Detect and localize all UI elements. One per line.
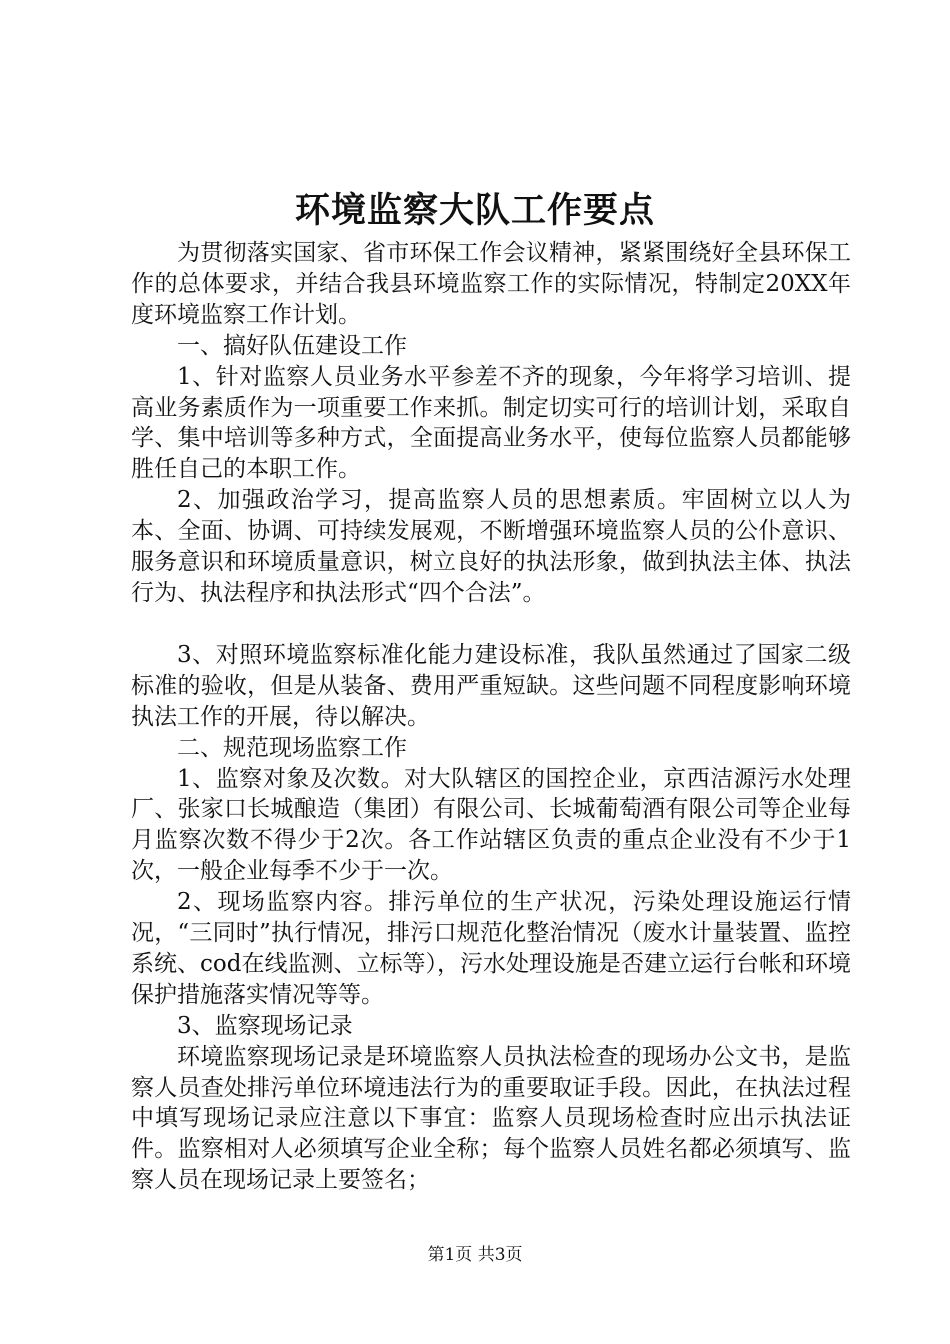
paragraph-intro: 为贯彻落实国家、省市环保工作会议精神，紧紧围绕好全县环保工作的总体要求，并结合我县环境监察工作的实际情况，特制定20XX年度环境监察工作计划。	[131, 240, 851, 328]
section-heading-1: 一、搞好队伍建设工作	[177, 332, 407, 359]
subsection-heading-2-3: 3、监察现场记录	[177, 1012, 353, 1039]
paragraph-2-3: 环境监察现场记录是环境监察人员执法检查的现场办公文书，是监察人员查处排污单位环境违法行为的重要取证手段。因此，在执法过程中填写现场记录应注意以下事宜：监察人员现场检查时应出示执法证件。监察相对人必须填写企业全称；每个监察人员姓名都必须填写、监察人员在现场记录上要签名；	[131, 1043, 851, 1194]
paragraph-1-2: 2、加强政治学习，提高监察人员的思想素质。牢固树立以人为本、全面、协调、可持续发展观，不断增强环境监察人员的公仆意识、服务意识和环境质量意识，树立良好的执法形象，做到执法主体、执法行为、执法程序和执法形式“四个合法”。	[131, 487, 851, 606]
paragraph-2-1: 1、监察对象及次数。对大队辖区的国控企业，京西洁源污水处理厂、张家口长城酿造（集团）有限公司、长城葡萄酒有限公司等企业每月监察次数不得少于2次。各工作站辖区负责的重点企业没有不少于1次，一般企业每季不少于一次。	[131, 765, 851, 885]
paragraph-1-1: 1、针对监察人员业务水平参差不齐的现象，今年将学习培训、提高业务素质作为一项重要工作来抓。制定切实可行的培训计划，采取自学、集中培训等多种方式，全面提高业务水平，使每位监察人员都能够胜任自己的本职工作。	[131, 363, 851, 483]
document-body	[131, 238, 851, 1196]
section-heading-2: 二、规范现场监察工作	[177, 734, 407, 761]
document-title: 环境监察大队工作要点	[294, 190, 655, 231]
paragraph-1-3: 3、对照环境监察标准化能力建设标准，我队虽然通过了国家二级标准的验收，但是从装备、费用严重短缺。这些问题不同程度影响环境执法工作的开展，待以解决。	[131, 641, 851, 730]
page-number: 第1页 共3页	[427, 1245, 523, 1265]
paragraph-2-2: 2、现场监察内容。排污单位的生产状况，污染处理设施运行情况，“三同时”执行情况，排污口规范化整治情况（废水计量装置、监控系统、cod在线监测、立标等），污水处理设施是否建立运行台帐和环境保护措施落实情况等等。	[131, 889, 851, 1008]
